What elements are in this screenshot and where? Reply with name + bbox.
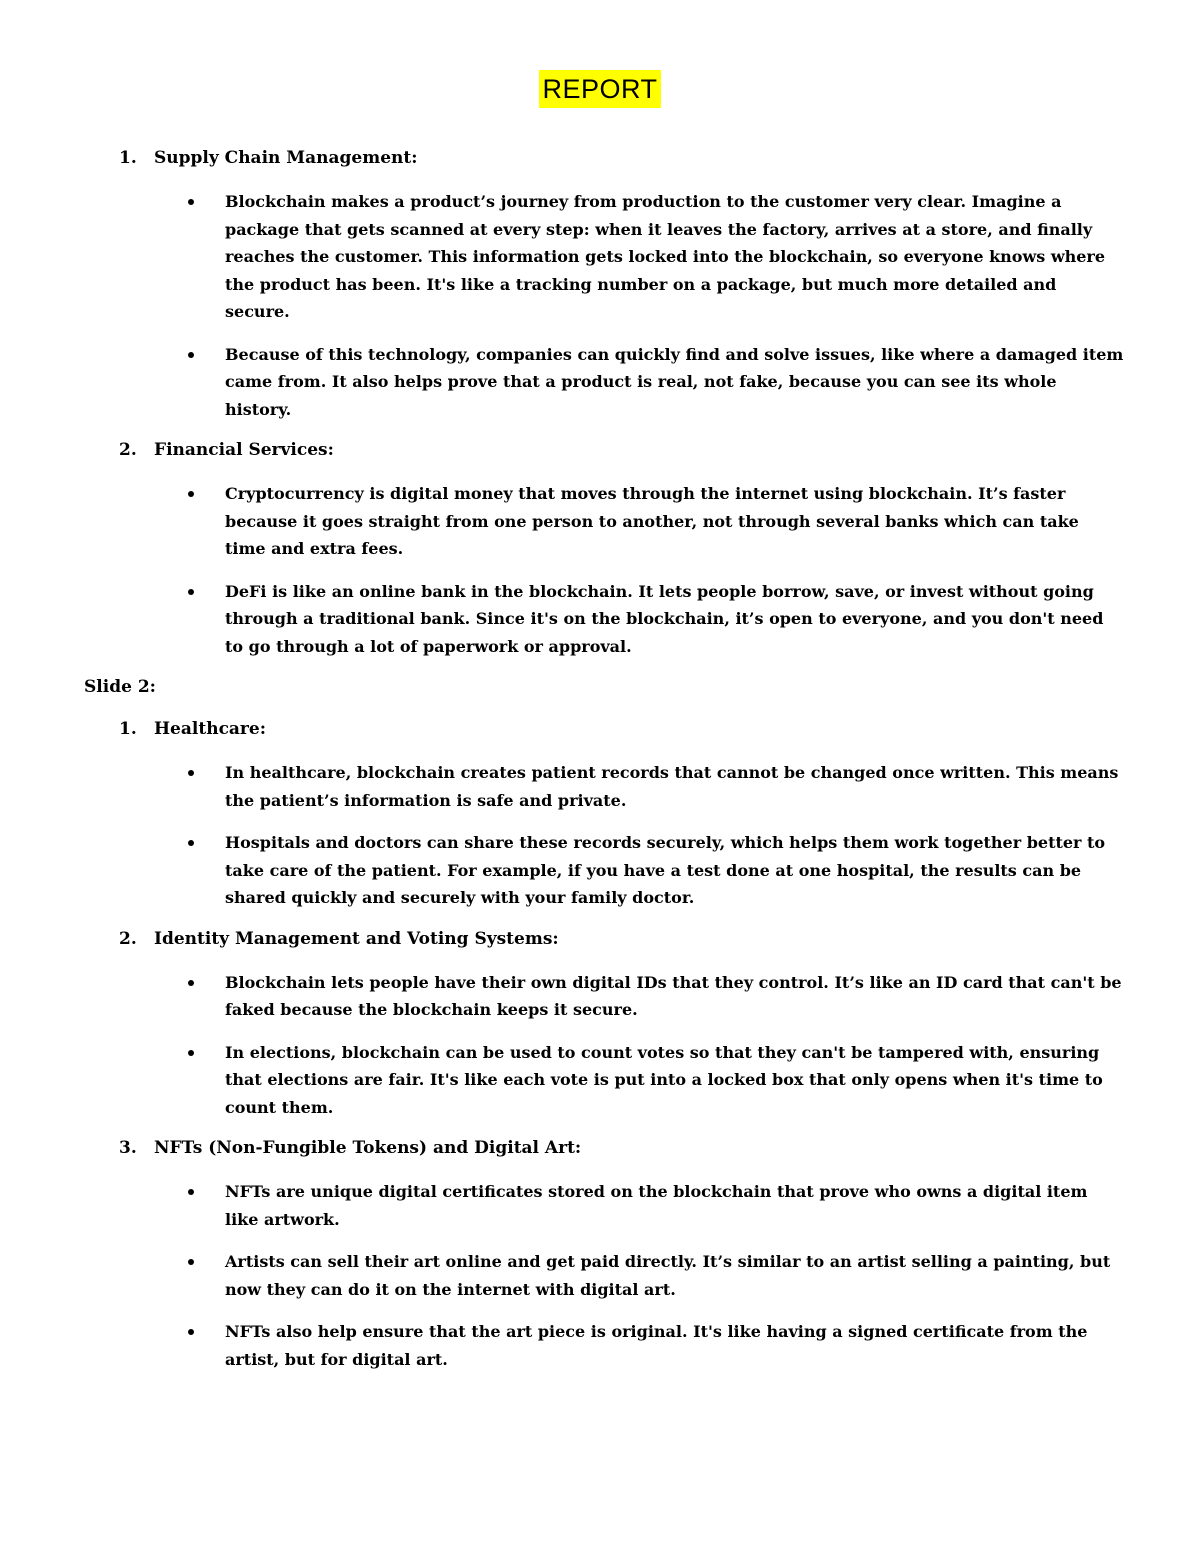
list-item: [84, 969, 1124, 1024]
section-number: 2.: [119, 440, 137, 460]
bullet-icon: [188, 1050, 194, 1056]
section-heading: [84, 146, 1124, 170]
slide-2-label: Slide 2:: [84, 677, 156, 697]
list-item: [84, 480, 1124, 563]
bullet-list: [84, 480, 1124, 660]
bullet-icon: [188, 199, 194, 205]
section-financial-services: [84, 438, 1124, 660]
section-title: Healthcare:: [154, 719, 266, 739]
section-supply-chain: [84, 146, 1124, 423]
section-identity-voting: [84, 927, 1124, 1122]
bullet-icon: [188, 352, 194, 358]
bullet-list: [84, 969, 1124, 1122]
section-nfts: [84, 1136, 1124, 1373]
section-title: Financial Services:: [154, 440, 334, 460]
title-container: [0, 70, 1200, 108]
bullet-icon: [188, 770, 194, 776]
list-item: [84, 1248, 1124, 1303]
bullet-icon: [188, 840, 194, 846]
section-number: 3.: [119, 1138, 137, 1158]
bullet-icon: [188, 1189, 194, 1195]
bullet-text: Hospitals and doctors can share these records securely, which helps them work together better to take care of the patient. For example, if you have a test done at one hospital, the results can be shared quickly and securely with your family doctor.: [225, 833, 1106, 907]
bullet-list: [84, 759, 1124, 912]
section-title: Identity Management and Voting Systems:: [154, 928, 559, 949]
report-title: REPORT: [539, 70, 660, 108]
bullet-text: Cryptocurrency is digital money that moves through the internet using blockchain. It’s faster because it goes straight from one person to another, not through several banks which can take time and extra fees.: [225, 484, 1079, 558]
section-heading: [84, 1136, 1124, 1160]
bullet-icon: [188, 1329, 194, 1335]
section-heading: [84, 927, 1124, 951]
section-number: 2.: [119, 928, 137, 949]
list-item: [84, 578, 1124, 661]
bullet-text: Artists can sell their art online and get paid directly. It’s similar to an artist selling a painting, but now they can do it on the internet with digital art.: [225, 1252, 1111, 1299]
list-item: [84, 188, 1124, 326]
bullet-icon: [188, 589, 194, 595]
bullet-text: In healthcare, blockchain creates patient records that cannot be changed once written. This means the patient’s information is safe and private.: [225, 763, 1119, 810]
list-item: [84, 341, 1124, 424]
bullet-icon: [188, 491, 194, 497]
bullet-icon: [188, 1259, 194, 1265]
bullet-text: Blockchain lets people have their own digital IDs that they control. It’s like an ID card that can't be faked because the blockchain keeps it secure.: [225, 972, 1122, 1019]
bullet-list: [84, 1178, 1124, 1373]
section-number: 1.: [119, 719, 137, 739]
bullet-text: Blockchain makes a product’s journey from production to the customer very clear. Imagine a package that gets scanned at every step: when it leaves the factory, arrives at a store, and finally reaches the customer. This information gets locked into the blockchain, so everyone knows where the product has been. It's like a tracking number on a package, but much more detailed and secure.: [225, 192, 1106, 321]
list-item: [84, 1039, 1124, 1122]
bullet-text: NFTs are unique digital certificates stored on the blockchain that prove who owns a digital item like artwork.: [225, 1182, 1088, 1229]
bullet-list: [84, 188, 1124, 423]
bullet-text: NFTs also help ensure that the art piece is original. It's like having a signed certificate from the artist, but for digital art.: [225, 1322, 1088, 1369]
section-healthcare: [84, 717, 1124, 912]
section-title: Supply Chain Management:: [154, 148, 418, 168]
bullet-text: DeFi is like an online bank in the blockchain. It lets people borrow, save, or invest without going through a traditional bank. Since it's on the blockchain, it’s open to everyone, and you don't need to go through a lot of paperwork or approval.: [225, 581, 1104, 656]
list-item: [84, 759, 1124, 814]
list-item: [84, 829, 1124, 912]
bullet-text: In elections, blockchain can be used to count votes so that they can't be tampered with, ensuring that elections are fair. It's like each vote is put into a locked box that only opens when it's time to count them.: [225, 1042, 1103, 1117]
list-item: [84, 1318, 1124, 1373]
section-heading: [84, 438, 1124, 462]
document-body: [84, 146, 1124, 1388]
bullet-icon: [188, 980, 194, 986]
section-number: 1.: [119, 148, 137, 168]
section-title: NFTs (Non-Fungible Tokens) and Digital Art:: [154, 1138, 582, 1158]
section-heading: [84, 717, 1124, 741]
list-item: [84, 1178, 1124, 1233]
bullet-text: Because of this technology, companies can quickly find and solve issues, like where a damaged item came from. It also helps prove that a product is real, not fake, because you can see its whole history.: [225, 344, 1124, 419]
